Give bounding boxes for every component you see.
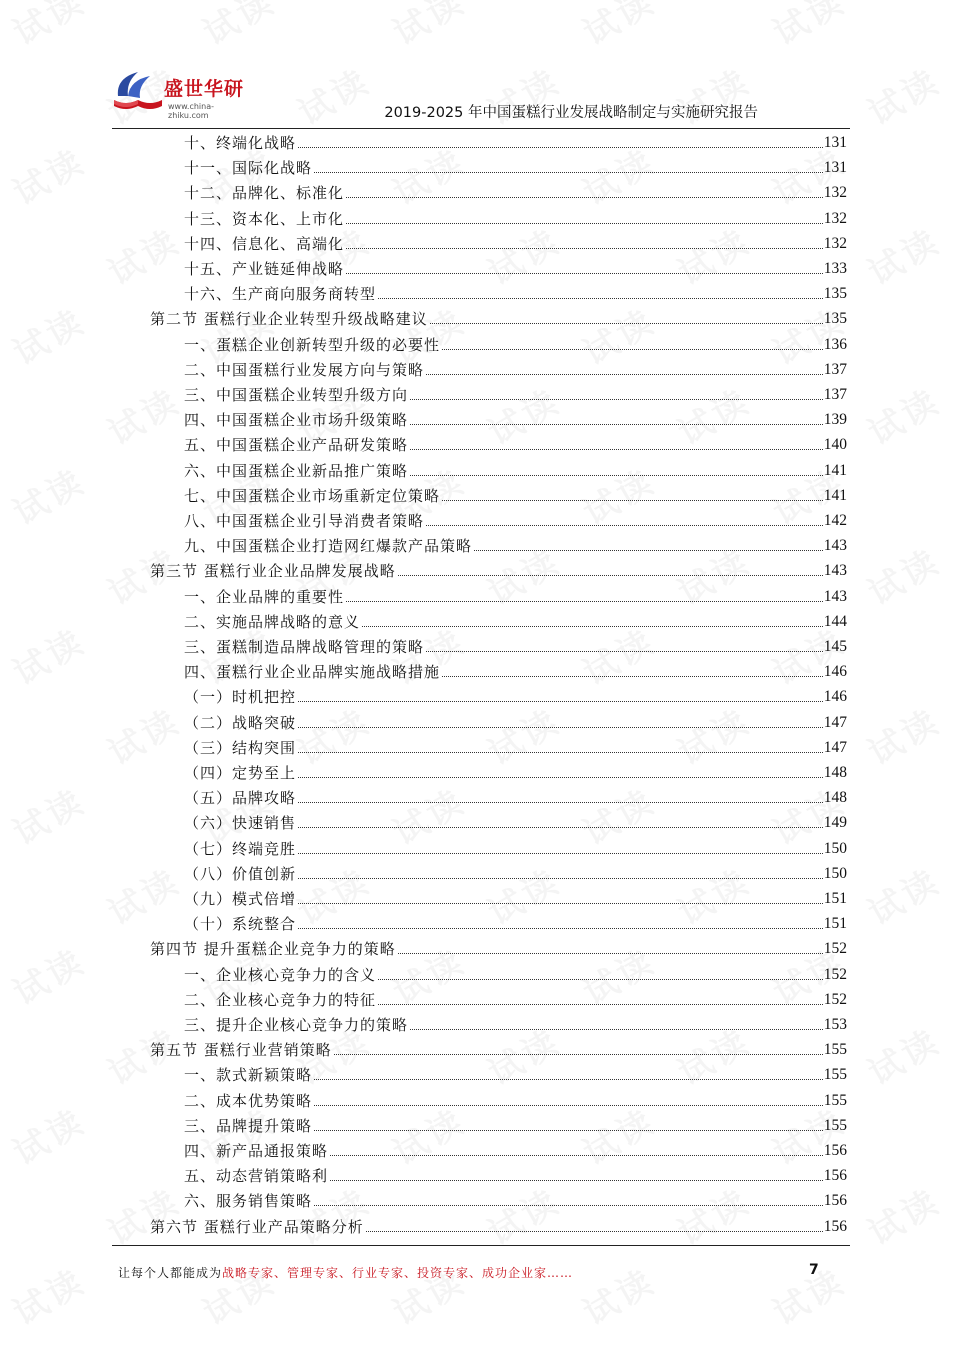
toc-entry[interactable] <box>184 405 847 430</box>
page-number: 7 <box>809 1262 819 1278</box>
toc-entry-label: 第五节 蛋糕行业营销策略 <box>150 1041 332 1060</box>
watermark-text <box>3 0 93 55</box>
toc-dot-leader <box>298 752 823 753</box>
toc-entry-page: 148 <box>823 789 847 807</box>
toc-dot-leader <box>298 903 823 904</box>
toc-dot-leader <box>298 701 823 702</box>
toc-entry-label: （八）价值创新 <box>184 864 297 883</box>
toc-dot-leader <box>398 953 823 954</box>
toc-entry-page: 148 <box>823 764 847 781</box>
toc-entry-label: 四、蛋糕行业企业品牌实施战略措施 <box>184 663 441 682</box>
toc-dot-leader <box>330 1180 823 1181</box>
toc-entry-label: （一）时机把控 <box>184 688 297 707</box>
toc-entry-label: 十、终端化战略 <box>184 134 297 152</box>
toc-entry-page: 150 <box>823 839 847 857</box>
toc-entry-label: 十三、资本化、上市化 <box>184 209 345 228</box>
toc-entry-label: 三、蛋糕制造品牌战略管理的策略 <box>184 638 425 656</box>
toc-entry-page: 146 <box>823 663 847 681</box>
toc-entry-page: 142 <box>823 512 847 529</box>
toc-dot-leader <box>298 853 823 854</box>
toc-entry[interactable] <box>184 380 847 405</box>
watermark-text <box>98 694 188 774</box>
toc-entry-page: 153 <box>823 1016 847 1033</box>
toc-entry-page: 135 <box>823 285 847 303</box>
footer-slogan-prefix: 让每个人都能成为 <box>118 1266 223 1280</box>
toc-entry[interactable] <box>184 1010 847 1035</box>
toc-dot-leader <box>298 147 823 148</box>
toc-entry-page: 143 <box>823 562 847 580</box>
watermark-text <box>858 374 948 454</box>
toc-entry-label: 十二、品牌化、标准化 <box>184 184 345 203</box>
watermark-text <box>3 454 93 534</box>
toc-entry[interactable] <box>184 204 847 229</box>
toc-entry-page: 136 <box>823 335 847 353</box>
footer-slogan <box>118 1264 573 1281</box>
toc-entry-page: 143 <box>823 537 847 555</box>
toc-dot-leader <box>298 827 823 828</box>
toc-entry-label: 十一、国际化战略 <box>184 159 313 178</box>
watermark-text <box>858 54 948 134</box>
toc-entry[interactable] <box>184 708 847 733</box>
toc-dot-leader <box>410 475 823 476</box>
toc-entry-label: 一、蛋糕企业创新转型升级的必要性 <box>184 335 441 354</box>
toc-entry-label: 一、款式新颖策略 <box>184 1066 313 1085</box>
toc-entry-page: 155 <box>823 1041 847 1059</box>
toc-dot-leader <box>410 449 823 450</box>
toc-entry[interactable] <box>184 355 847 380</box>
toc-entry-label: 第二节 蛋糕行业企业转型升级战略建议 <box>150 310 428 329</box>
toc-dot-leader <box>298 777 823 778</box>
toc-entry-page: 149 <box>823 814 847 832</box>
toc-entry-label: 三、中国蛋糕企业转型升级方向 <box>184 386 409 404</box>
toc-entry-page: 143 <box>823 587 847 605</box>
watermark-text <box>383 0 473 55</box>
toc-entry[interactable] <box>184 531 847 556</box>
toc-dot-leader <box>398 575 823 576</box>
toc-entry-label: （七）终端竞胜 <box>184 839 297 858</box>
toc-dot-leader <box>426 651 823 652</box>
toc-entry-label: 第三节 蛋糕行业企业品牌发展战略 <box>150 562 396 581</box>
toc-dot-leader <box>346 223 823 224</box>
toc-entry-page: 150 <box>823 864 847 882</box>
toc-entry-page: 146 <box>823 688 847 706</box>
toc-entry-page: 152 <box>823 940 847 958</box>
toc-entry[interactable] <box>184 506 847 531</box>
toc-dot-leader <box>442 676 823 677</box>
watermark-text <box>3 294 93 374</box>
page-header <box>112 62 850 129</box>
toc-entry-label: （五）品牌攻略 <box>184 789 297 808</box>
toc-dot-leader <box>378 979 823 980</box>
toc-dot-leader <box>362 626 823 627</box>
footer-slogan-highlight: 战略专家、管理专家、行业专家、投资专家、成功企业家…… <box>222 1266 574 1280</box>
toc-entry-label: 六、中国蛋糕企业新品推广策略 <box>184 461 409 480</box>
toc-entry-page: 135 <box>823 310 847 328</box>
toc-entry[interactable] <box>184 1111 847 1136</box>
toc-dot-leader <box>314 1079 823 1080</box>
toc-entry[interactable] <box>184 607 847 632</box>
toc-entry[interactable] <box>184 178 847 203</box>
watermark-text <box>98 854 188 934</box>
toc-entry-page: 132 <box>823 209 847 227</box>
toc-entry[interactable] <box>184 254 847 279</box>
toc-entry-label: 五、中国蛋糕企业产品研发策略 <box>184 436 409 455</box>
toc-section-entry[interactable] <box>150 1212 847 1237</box>
logo-text: 盛世华研 <box>164 78 245 100</box>
toc-entry-label: 九、中国蛋糕企业打造网红爆款产品策略 <box>184 537 473 556</box>
toc-dot-leader <box>314 1130 823 1131</box>
toc-dot-leader <box>330 1155 823 1156</box>
toc-entry-page: 141 <box>823 486 847 504</box>
logo-url: www.china-zhiku.com <box>168 102 214 120</box>
toc-entry-page: 151 <box>823 890 847 907</box>
watermark-text <box>3 934 93 1014</box>
toc-entry-page: 145 <box>823 638 847 655</box>
toc-entry-label: 三、品牌提升策略 <box>184 1116 313 1135</box>
toc-entry[interactable] <box>184 859 847 884</box>
toc-entry[interactable] <box>184 758 847 783</box>
toc-entry[interactable] <box>184 834 847 859</box>
toc-entry-label: 十六、生产商向服务商转型 <box>184 285 377 304</box>
toc-dot-leader <box>298 802 823 803</box>
toc-entry-page: 132 <box>823 184 847 202</box>
toc-entry-page: 147 <box>823 738 847 756</box>
toc-entry-label: 第四节 提升蛋糕企业竞争力的策略 <box>150 940 396 959</box>
toc-entry-label: 第六节 蛋糕行业产品策略分析 <box>150 1217 364 1236</box>
toc-entry-page: 155 <box>823 1116 847 1134</box>
toc-entry-label: 二、实施品牌战略的意义 <box>184 612 361 631</box>
footer-rule <box>112 1245 850 1246</box>
toc-dot-leader <box>410 1029 823 1030</box>
toc-entry[interactable] <box>184 582 847 607</box>
watermark-text <box>858 534 948 614</box>
toc-dot-leader <box>474 550 823 551</box>
toc-dot-leader <box>430 323 823 324</box>
toc-entry[interactable] <box>184 657 847 682</box>
toc-entry-page: 140 <box>823 436 847 454</box>
toc-entry[interactable] <box>184 884 847 909</box>
toc-entry-page: 139 <box>823 411 847 429</box>
toc-entry[interactable] <box>184 229 847 254</box>
toc-dot-leader <box>298 727 823 728</box>
toc-entry[interactable] <box>184 1186 847 1211</box>
watermark-text <box>858 1014 948 1094</box>
toc-entry-page: 144 <box>823 612 847 630</box>
toc-entry-page: 141 <box>823 461 847 479</box>
watermark-text <box>858 214 948 294</box>
watermark-text <box>858 694 948 774</box>
toc-entry[interactable] <box>184 1136 847 1161</box>
toc-entry-label: （九）模式倍增 <box>184 890 297 908</box>
toc-entry-page: 147 <box>823 713 847 731</box>
watermark-text <box>193 0 283 55</box>
toc-dot-leader <box>426 374 823 375</box>
toc-entry-label: 五、动态营销策略利 <box>184 1167 329 1186</box>
toc-entry[interactable] <box>184 985 847 1010</box>
watermark-text <box>3 774 93 854</box>
toc-section-entry[interactable] <box>150 934 847 959</box>
toc-dot-leader <box>346 248 823 249</box>
toc-entry-page: 151 <box>823 915 847 933</box>
toc-dot-leader <box>378 298 823 299</box>
toc-entry[interactable] <box>184 808 847 833</box>
toc-entry-page: 155 <box>823 1091 847 1109</box>
toc-entry[interactable] <box>184 430 847 455</box>
toc-entry[interactable] <box>184 682 847 707</box>
toc-entry-label: 一、企业核心竞争力的含义 <box>184 965 377 984</box>
toc-entry-label: 一、企业品牌的重要性 <box>184 587 345 606</box>
toc-entry[interactable] <box>184 1086 847 1111</box>
watermark-text <box>573 0 663 55</box>
toc-dot-leader <box>346 601 823 602</box>
toc-entry-page: 132 <box>823 234 847 252</box>
toc-entry[interactable] <box>184 279 847 304</box>
toc-section-entry[interactable] <box>150 556 847 581</box>
toc-entry[interactable] <box>184 783 847 808</box>
toc-entry[interactable] <box>184 481 847 506</box>
toc-dot-leader <box>346 197 823 198</box>
toc-entry-label: （六）快速销售 <box>184 814 297 833</box>
toc-dot-leader <box>298 878 823 879</box>
watermark-text <box>98 214 188 294</box>
toc-entry-page: 131 <box>823 134 847 151</box>
toc-entry-label: 八、中国蛋糕企业引导消费者策略 <box>184 512 425 530</box>
toc-dot-leader <box>442 500 823 501</box>
watermark-text <box>3 134 93 214</box>
toc-entry[interactable] <box>184 1161 847 1186</box>
watermark-text <box>573 1254 663 1334</box>
watermark-text <box>98 374 188 454</box>
toc-entry[interactable] <box>184 330 847 355</box>
watermark-text <box>858 854 948 934</box>
toc-entry-label: （二）战略突破 <box>184 713 297 732</box>
toc-entry-page: 155 <box>823 1066 847 1084</box>
watermark-text <box>3 1254 93 1334</box>
watermark-text <box>763 0 853 55</box>
toc-dot-leader <box>334 1054 823 1055</box>
toc-entry[interactable] <box>184 128 847 153</box>
watermark-text <box>3 1094 93 1174</box>
toc-entry-label: 十五、产业链延伸战略 <box>184 260 345 278</box>
watermark-text <box>3 614 93 694</box>
toc-entry-label: 六、服务销售策略 <box>184 1192 313 1211</box>
toc-dot-leader <box>314 172 823 173</box>
toc-dot-leader <box>426 525 823 526</box>
toc-entry[interactable] <box>184 909 847 934</box>
toc-entry-label: 二、企业核心竞争力的特征 <box>184 990 377 1009</box>
toc-entry-page: 133 <box>823 260 847 277</box>
watermark-text <box>858 1174 948 1254</box>
toc-entry-page: 137 <box>823 386 847 403</box>
toc-dot-leader <box>298 928 823 929</box>
toc-entry[interactable] <box>184 1060 847 1085</box>
toc-entry-label: 二、中国蛋糕行业发展方向与策略 <box>184 360 425 379</box>
toc-entry-page: 137 <box>823 360 847 378</box>
toc-dot-leader <box>314 1105 823 1106</box>
toc-entry[interactable] <box>184 153 847 178</box>
toc-entry-label: 十四、信息化、高端化 <box>184 234 345 253</box>
toc-dot-leader <box>410 399 823 400</box>
toc-entry-label: （三）结构突围 <box>184 738 297 757</box>
toc-entry-label: 七、中国蛋糕企业市场重新定位策略 <box>184 486 441 505</box>
toc-entry-page: 152 <box>823 990 847 1008</box>
toc-entry-page: 156 <box>823 1192 847 1210</box>
toc-entry-page: 152 <box>823 965 847 983</box>
toc-dot-leader <box>314 1205 823 1206</box>
toc-dot-leader <box>378 1004 823 1005</box>
toc-dot-leader <box>410 424 823 425</box>
toc-dot-leader <box>442 349 823 350</box>
company-logo <box>112 66 252 118</box>
toc-section-entry[interactable] <box>150 1035 847 1060</box>
toc-entry[interactable] <box>184 733 847 758</box>
toc-entry-label: （四）定势至上 <box>184 764 297 782</box>
toc-entry-page: 156 <box>823 1167 847 1185</box>
toc-entry-label: （十）系统整合 <box>184 915 297 934</box>
toc-entry[interactable] <box>184 456 847 481</box>
toc-dot-leader <box>346 273 823 274</box>
toc-entry[interactable] <box>184 632 847 657</box>
toc-entry-page: 131 <box>823 159 847 177</box>
watermark-text <box>763 1254 853 1334</box>
toc-entry-label: 四、中国蛋糕企业市场升级策略 <box>184 411 409 430</box>
toc-dot-leader <box>366 1231 823 1232</box>
document-title: 2019-2025 年中国蛋糕行业发展战略制定与实施研究报告 <box>384 105 758 121</box>
toc-entry-label: 四、新产品通报策略 <box>184 1142 329 1160</box>
toc-section-entry[interactable] <box>150 304 847 329</box>
toc-entry-page: 156 <box>823 1142 847 1159</box>
book-swoosh-icon <box>112 66 164 112</box>
toc-entry-page: 156 <box>823 1217 847 1235</box>
toc-entry-label: 二、成本优势策略 <box>184 1091 313 1110</box>
toc-entry-label: 三、提升企业核心竞争力的策略 <box>184 1016 409 1034</box>
toc-entry[interactable] <box>184 960 847 985</box>
